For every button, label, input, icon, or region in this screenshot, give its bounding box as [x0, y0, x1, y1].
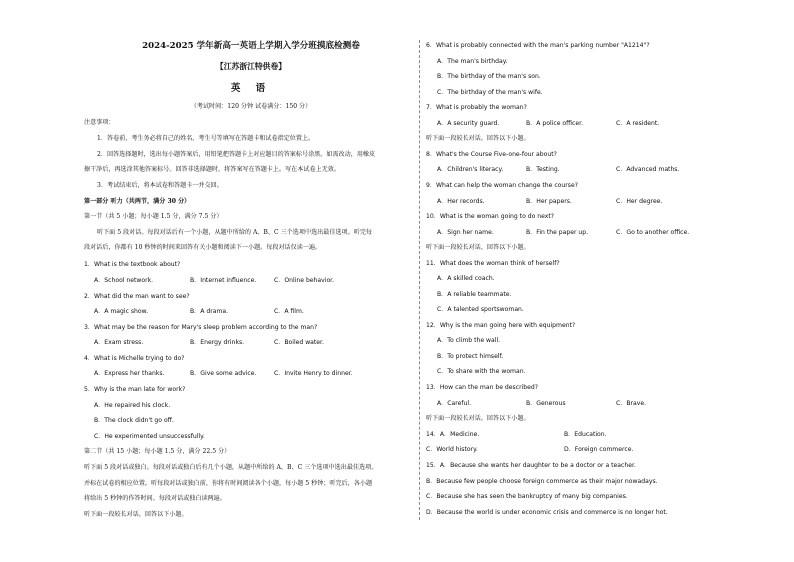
note-3: 3．考试结束后，将本试卷和答题卡一并交回。 [97, 182, 223, 189]
question-stem: 3．What may be the reason for Mary's sleep problem according to the man? [84, 324, 318, 331]
part1-heading: 第一部分 听力（共两节，满分 30 分） [84, 198, 191, 205]
page-subtitle: 【江苏浙江特供卷】 [215, 62, 287, 71]
option-b[interactable]: B．Because few people choose foreign commerce as their major nowadays. [426, 478, 658, 485]
notes-heading: 注意事项： [84, 119, 115, 126]
option-c[interactable]: C．Go to another office. [616, 229, 690, 236]
option-c[interactable]: C．The birthday of the man's wife. [437, 89, 543, 96]
note-2-cont: 擦干净后，再选涂其他答案标号。回答非选择题时，将答案写在答题卡上。写在本试卷上无效。 [84, 166, 340, 173]
option-a[interactable]: A．Sign her name. [437, 229, 494, 236]
exam-info: （考试时间：120 分钟 试卷满分：150 分） [190, 103, 312, 110]
section2-instruction: 听下面 5 段对话或独白。每段对话或独白后有几个小题，从题中所给的 A、B、C 三个选项中选出最佳选项。 [84, 464, 378, 471]
section1-heading: 第一节（共 5 小题；每小题 1.5 分，满分 7.5 分） [84, 213, 223, 220]
question-stem: 8．What's the Course Five-one-four about? [426, 151, 557, 158]
option-b[interactable]: B．Generous [526, 400, 566, 407]
option-c[interactable]: C．A resident. [616, 120, 660, 127]
option-a[interactable]: A．Express her thanks. [94, 370, 165, 377]
question-stem: 10．What is the woman going to do next? [426, 213, 554, 220]
option-c[interactable]: C．Online behavior. [274, 277, 335, 284]
note-2: 2．回答选择题时，选出每小题答案后，用铅笔把答题卡上对应题目的答案标号涂黑。如需改动，用橡皮 [97, 151, 376, 158]
section2-instruction-end: 将给出 5 秒钟的作答时间。每段对话或独白读两遍。 [84, 495, 226, 502]
option-d[interactable]: D．Foreign commerce. [564, 446, 634, 453]
section1-instruction-cont: 段对话后，你都有 10 秒钟的时间来回答有关小题和阅读下一小题。每段对话仅读一遍。 [84, 244, 322, 251]
option-b[interactable]: B．A reliable teammate. [437, 291, 512, 298]
option-b[interactable]: B．Energy drinks. [190, 339, 245, 346]
option-a[interactable]: 15．A．Because she wants her daughter to be a doctor or a teacher. [426, 462, 636, 469]
option-c[interactable]: C．World history. [426, 446, 478, 453]
option-c[interactable]: C．Advanced maths. [616, 166, 680, 173]
option-b[interactable]: B．A police officer. [526, 120, 584, 127]
option-c[interactable]: C．Because she has seen the bankruptcy of many big companies. [426, 493, 628, 500]
option-a[interactable]: A．To climb the wall. [437, 337, 501, 344]
option-c[interactable]: C．Brave. [616, 400, 647, 407]
option-a[interactable]: A．A magic show. [94, 308, 149, 315]
page-title: 2024-2025 学年新高一英语上学期入学分班摸底检测卷 [142, 41, 360, 51]
option-a[interactable]: A．A security guard. [437, 120, 500, 127]
option-a[interactable]: A．Her records. [437, 198, 485, 205]
listen-instruction: 听下面一段较长对话，回答以下小题。 [426, 415, 530, 422]
option-c[interactable]: C．A talented sportswoman. [437, 306, 524, 313]
question-stem: 6．What is probably connected with the man's parking number "A1214"? [426, 42, 650, 49]
option-c[interactable]: C．Boiled water. [274, 339, 324, 346]
listen-instruction: 听下面一段较长对话，回答以下小题。 [426, 135, 530, 142]
option-b[interactable]: B．The clock didn't go off. [94, 417, 174, 424]
question-stem: 2．What did the man want to see? [84, 293, 190, 300]
section1-instruction: 听下面 5 段对话。每段对话后有一个小题，从题中所给的 A、B、C 三个选项中选出最佳选项。听完每 [97, 229, 373, 236]
option-b[interactable]: B．Education. [564, 431, 607, 438]
option-a[interactable]: A．The man's birthday. [437, 58, 508, 65]
question-stem: 1．What is the textbook about? [84, 261, 181, 268]
option-a[interactable]: A．Children's literacy. [437, 166, 504, 173]
option-a[interactable]: A．School network. [94, 277, 154, 284]
option-a[interactable]: A．He repaired his clock. [94, 402, 171, 409]
option-c[interactable]: C．A film. [274, 308, 304, 315]
option-b[interactable]: B．Give some advice. [190, 370, 257, 377]
option-c[interactable]: C．He experimented unsuccessfully. [94, 433, 205, 440]
option-a[interactable]: A．A skilled coach. [437, 275, 495, 282]
option-b[interactable]: B．Internet influence. [190, 277, 257, 284]
listen-instruction: 听下面一段较长对话，回答以下小题。 [426, 244, 530, 251]
option-b[interactable]: B．Her papers. [526, 198, 572, 205]
option-a[interactable]: A．Careful. [437, 400, 472, 407]
note-1: 1．答卷前，考生务必将自己的姓名、考生号等填写在答题卡和试卷指定位置上。 [97, 135, 315, 142]
section2-instruction-cont: 并标在试卷的相应位置。听每段对话或独白前，你将有时间阅读各个小题，每小题 5 秒钟；听完后，各小题 [84, 480, 373, 487]
subject-heading: 英 语 [230, 83, 272, 94]
option-a[interactable]: A．Exam stress. [94, 339, 144, 346]
column-divider [419, 40, 420, 520]
option-a[interactable]: 14．A．Medicine. [426, 431, 480, 438]
section2-heading: 第二节（共 15 小题；每小题 1.5 分，满分 22.5 分） [84, 448, 231, 455]
option-c[interactable]: C．Invite Henry to dinner. [274, 370, 353, 377]
question-stem: 5．Why is the man late for work? [84, 386, 186, 393]
option-b[interactable]: B．Testing. [526, 166, 560, 173]
question-stem: 13．How can the man be described? [426, 384, 538, 391]
option-b[interactable]: B．A drama. [190, 308, 229, 315]
question-stem: 12．Why is the man going here with equipment? [426, 322, 576, 329]
option-c[interactable]: C．Her degree. [616, 198, 663, 205]
question-stem: 9．What can help the woman change the course? [426, 182, 578, 189]
option-b[interactable]: B．Fin the paper up. [526, 229, 589, 236]
question-stem: 11．What does the woman think of herself? [426, 260, 560, 267]
option-d[interactable]: D．Because the world is under economic crisis and commerce is no longer hot. [426, 509, 668, 516]
question-stem: 7．What is probably the woman? [426, 104, 527, 111]
question-stem: 4．What is Michelle trying to do? [84, 355, 185, 362]
option-b[interactable]: B．The birthday of the man's son. [437, 73, 541, 80]
option-b[interactable]: B．To protect himself. [437, 353, 504, 360]
listen-instruction: 听下面一段较长对话，回答以下小题。 [84, 511, 188, 518]
option-c[interactable]: C．To share with the woman. [437, 368, 526, 375]
